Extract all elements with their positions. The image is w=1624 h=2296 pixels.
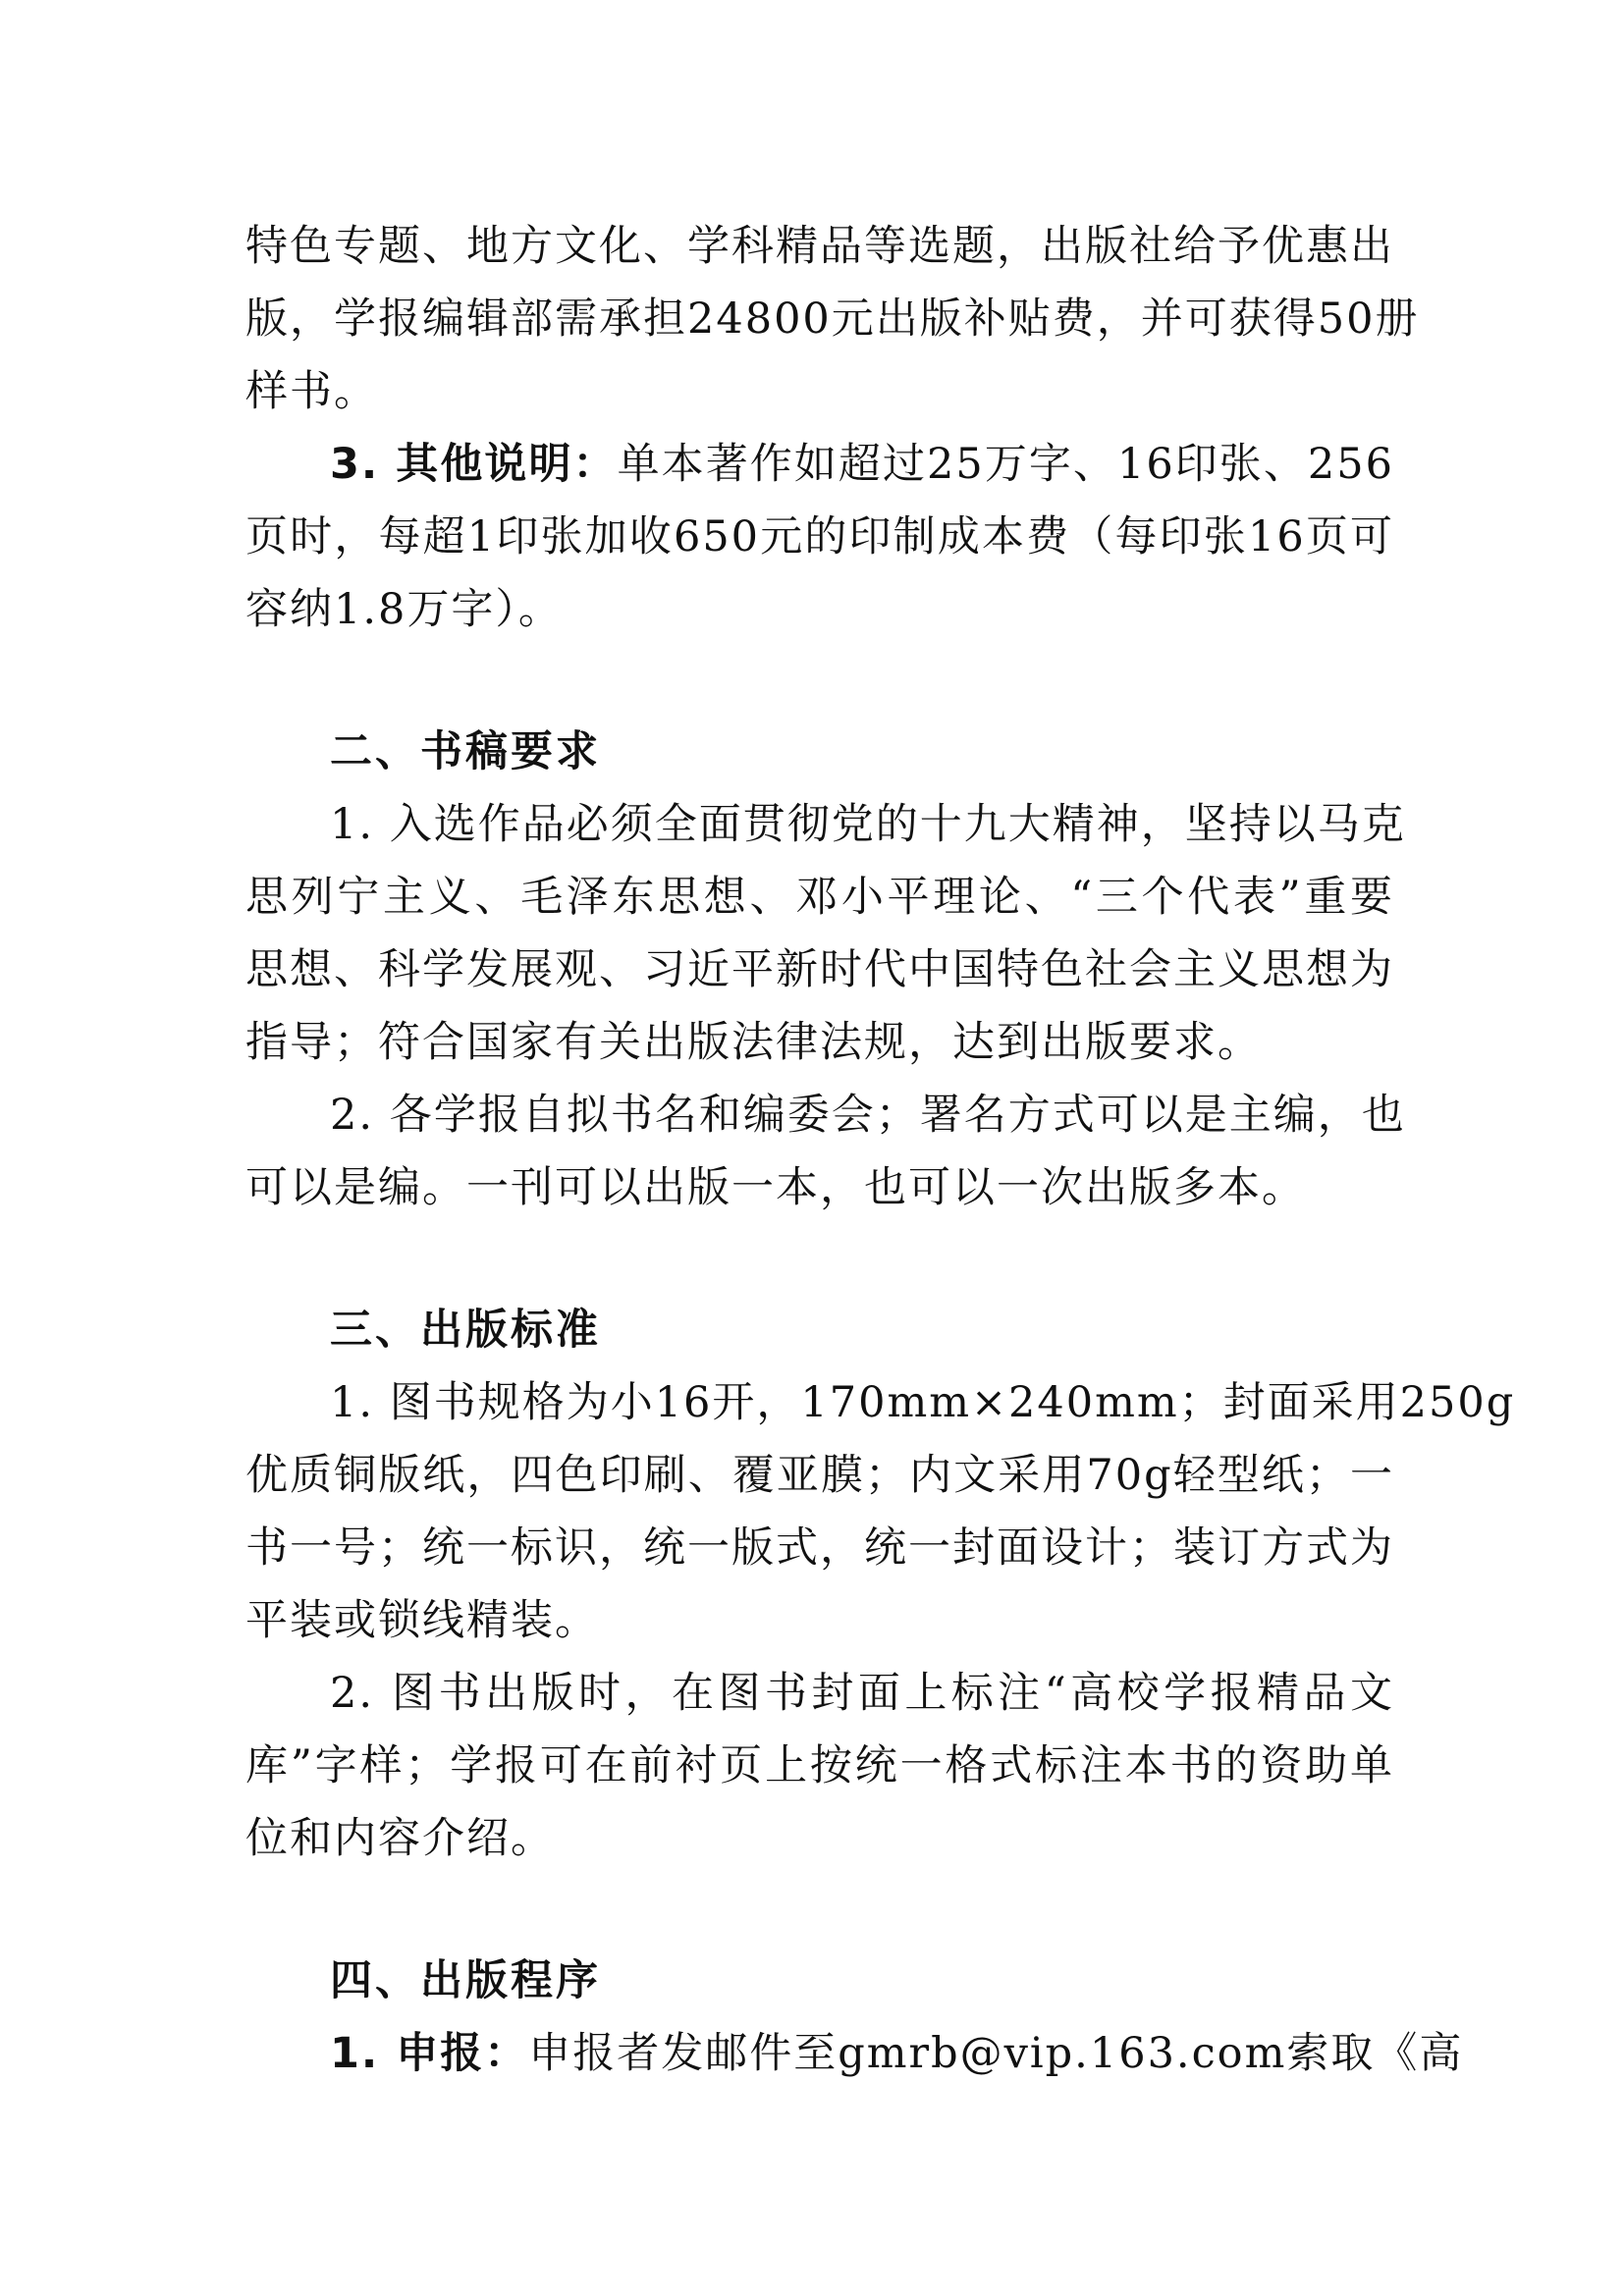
section-2-p1-line-4: 指导；符合国家有关出版法律法规，达到出版要求。	[245, 1018, 1262, 1067]
section-2-p2-line-1: 2. 各学报自拟书名和编委会；署名方式可以是主编，也	[330, 1091, 1406, 1140]
section-3-p1-line-1: 1. 图书规格为小16开，170mm×240mm；封面采用250g	[330, 1378, 1516, 1427]
intro-line-3: 样书。	[245, 367, 378, 416]
other-notes-lead: 3. 其他说明：	[330, 440, 618, 489]
section-3-p2-line-1: 2. 图书出版时，在图书封面上标注“高校学报精品文	[330, 1669, 1394, 1718]
section-3-heading: 三、出版标准	[330, 1306, 601, 1355]
section-3-p1-line-2: 优质铜版纸，四色印刷、覆亚膜；内文采用70g轻型纸；一	[245, 1451, 1394, 1500]
intro-line-2: 版，学报编辑部需承担24800元出版补贴费，并可获得50册	[245, 294, 1420, 344]
section-3-p2-line-3: 位和内容介绍。	[245, 1814, 555, 1863]
other-notes-line-1	[330, 440, 1394, 489]
intro-line-1: 特色专题、地方文化、学科精品等选题，出版社给予优惠出	[245, 222, 1394, 271]
section-3-p2-line-2: 库”字样；学报可在前衬页上按统一格式标注本书的资助单	[245, 1741, 1394, 1790]
section-2-p1-line-3: 思想、科学发展观、习近平新时代中国特色社会主义思想为	[245, 945, 1394, 994]
section-4-p1-line-1	[330, 2029, 1464, 2078]
other-notes-line-1-text: 单本著作如超过25万字、16印张、256	[617, 440, 1394, 489]
section-3-p1-line-3: 书一号；统一标识，统一版式，统一封面设计；装订方式为	[245, 1523, 1394, 1573]
section-2-p2-line-2: 可以是编。一刊可以出版一本，也可以一次出版多本。	[245, 1163, 1306, 1212]
section-2-p1-line-1: 1. 入选作品必须全面贯彻党的十九大精神，坚持以马克	[330, 800, 1406, 849]
other-notes-line-2: 页时，每超1印张加收650元的印制成本费（每印张16页可	[245, 512, 1394, 561]
section-4-p1-text: 申报者发邮件至gmrb@vip.163.com索取《高	[528, 2029, 1464, 2078]
other-notes-line-3: 容纳1.8万字）。	[245, 585, 563, 634]
section-4-p1-lead: 1. 申报：	[330, 2029, 529, 2078]
section-2-heading: 二、书稿要求	[330, 727, 601, 776]
section-3-p1-line-4: 平装或锁线精装。	[245, 1596, 599, 1645]
section-2-p1-line-2: 思列宁主义、毛泽东思想、邓小平理论、“三个代表”重要	[245, 873, 1394, 922]
section-4-heading: 四、出版程序	[330, 1956, 601, 2005]
